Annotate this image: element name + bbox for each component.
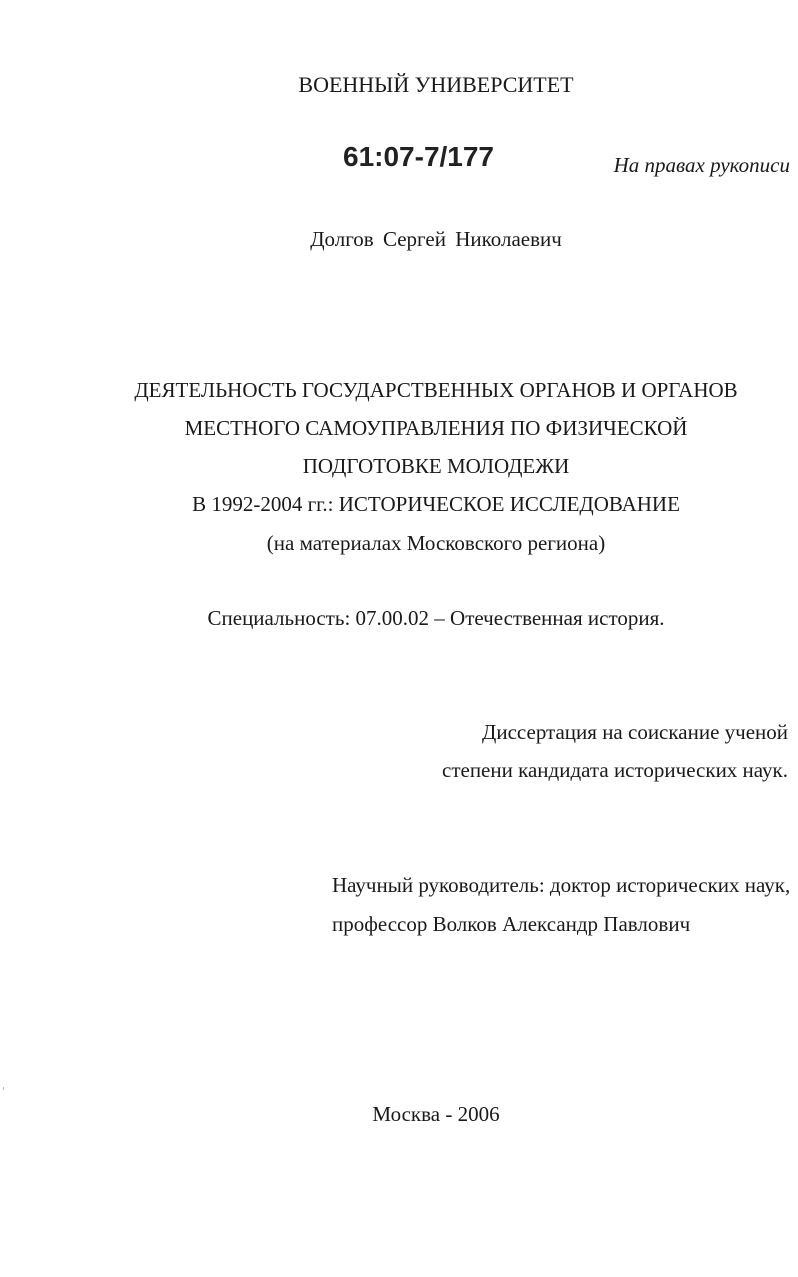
catalog-number-stamp: 61:07-7/177 <box>343 141 495 172</box>
title-line: МЕСТНОГО САМОУПРАВЛЕНИЯ ПО ФИЗИЧЕСКОЙ <box>184 416 688 440</box>
title-line: В 1992-2004 гг.: ИСТОРИЧЕСКОЕ ИССЛЕДОВАНИЕ <box>192 492 680 516</box>
rights-note: На правах рукописи <box>613 153 790 177</box>
supervisor-line: Научный руководитель: доктор исторических наук, <box>332 873 791 897</box>
title-subtitle: (на материалах Московского региона) <box>266 531 606 555</box>
supervisor-line: профессор Волков Александр Павлович <box>332 912 691 936</box>
title-line: ДЕЯТЕЛЬНОСТЬ ГОСУДАРСТВЕННЫХ ОРГАНОВ И ОРГАНОВ <box>134 378 738 402</box>
scan-speck <box>3 1087 4 1090</box>
title-line: ПОДГОТОВКЕ МОЛОДЕЖИ <box>302 454 570 478</box>
degree-line: степени кандидата исторических наук. <box>442 758 788 782</box>
author-name: Долгов Сергей Николаевич <box>310 227 562 251</box>
specialty-line: Специальность: 07.00.02 – Отечественная история. <box>207 606 665 630</box>
city-year: Москва - 2006 <box>372 1102 500 1126</box>
university-name: ВОЕННЫЙ УНИВЕРСИТЕТ <box>298 72 574 97</box>
degree-line: Диссертация на соискание ученой <box>482 720 788 744</box>
